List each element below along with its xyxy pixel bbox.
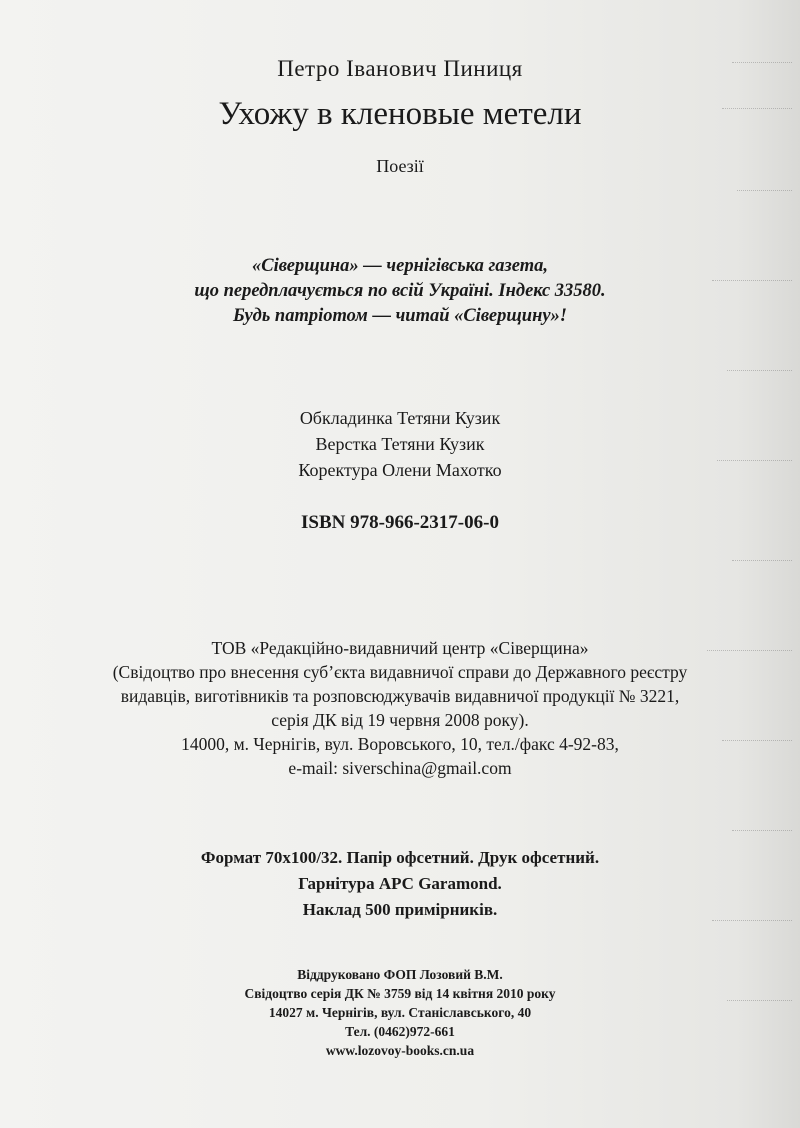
bleed-through-background — [700, 40, 800, 1080]
typeface-line: Гарнітура АРС Garamond. — [298, 874, 502, 893]
publisher-line: серія ДК від 19 червня 2008 року). — [271, 710, 529, 730]
publisher-line: 14000, м. Чернігів, вул. Воровського, 10, тел./факс 4-92-83, — [181, 734, 619, 754]
credits — [0, 405, 800, 483]
print-run-line: Наклад 500 примірників. — [302, 900, 498, 919]
format-line: Формат 70х100/32. Папір офсетний. Друк офсетний. — [200, 848, 600, 867]
publisher-info — [0, 636, 800, 780]
credit-proofreading: Коректура Олени Махотко — [298, 460, 502, 480]
promo-line: що передплачується по всій Україні. Індекс 33580. — [194, 281, 606, 301]
book-title: Ухожу в кленовые метели — [218, 96, 582, 132]
newspaper-promo — [0, 254, 800, 329]
author-name: Петро Іванович Пиниця — [277, 56, 523, 81]
promo-line: «Сіверщина» — чернігівська газета, — [251, 256, 548, 276]
publisher-line: видавців, виготівників та розповсюджувачів видавничої продукції № 3221, — [120, 686, 680, 706]
isbn: ISBN 978-966-2317-06-0 — [301, 512, 499, 533]
printer-info — [0, 965, 800, 1060]
printer-line: Віддруковано ФОП Лозовий В.М. — [297, 967, 503, 982]
printer-website: www.lozovoy-books.cn.ua — [325, 1043, 475, 1058]
credit-layout: Верстка Тетяни Кузик — [315, 434, 485, 454]
publisher-email: e-mail: siverschina@gmail.com — [288, 758, 512, 778]
publisher-line: (Свідоцтво про внесення суб’єкта видавничої справи до Державного реєстру — [112, 662, 688, 682]
printer-line: Свідоцтво серія ДК № 3759 від 14 квітня 2010 року — [244, 986, 556, 1001]
promo-line: Будь патріотом — читай «Сіверщину»! — [232, 306, 568, 326]
print-specs — [0, 845, 800, 923]
publisher-line: ТОВ «Редакційно-видавничий центр «Сіверщина» — [211, 638, 589, 658]
printer-line: 14027 м. Чернігів, вул. Станіславського, 40 — [268, 1005, 532, 1020]
printer-phone: Тел. (0462)972-661 — [345, 1024, 455, 1039]
credit-cover: Обкладинка Тетяни Кузик — [299, 408, 501, 428]
book-genre: Поезії — [376, 156, 424, 176]
